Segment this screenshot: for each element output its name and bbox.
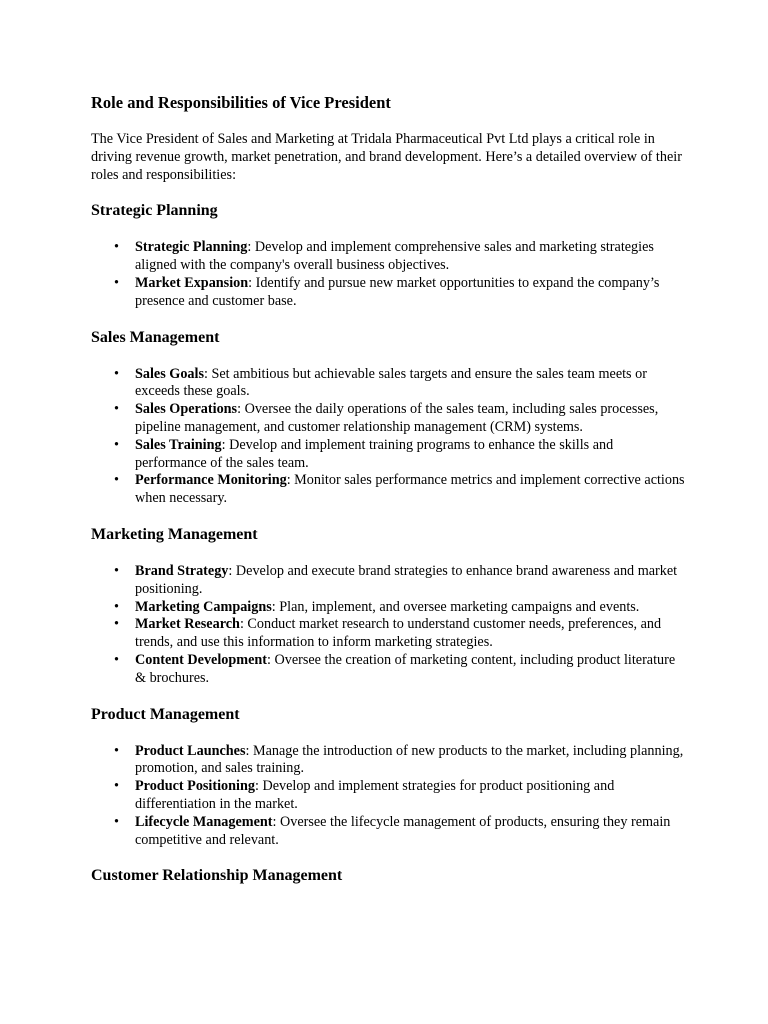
intro-paragraph: The Vice President of Sales and Marketing at Tridala Pharmaceutical Pvt Ltd plays a critical role in driving revenue growth, market penetration, and brand development. Here’s a detailed overview of their roles and responsibilities:: [91, 131, 682, 183]
section-marketing-management: [91, 524, 688, 688]
list-item: [114, 436, 688, 473]
item-text: : Oversee the lifecycle management of products, ensuring they remain competitive and relevant.: [135, 813, 671, 848]
bullet-icon: •: [114, 401, 119, 418]
bullet-list: [91, 366, 688, 508]
item-term: Market Research: [135, 616, 240, 633]
item-term: Strategic Planning: [135, 239, 248, 256]
item-text: : Set ambitious but achievable sales targets and ensure the sales team meets or exceeds these goals.: [135, 365, 647, 400]
list-item: [114, 274, 688, 311]
list-item: [114, 813, 688, 850]
item-text: : Oversee the daily operations of the sales team, including sales processes, pipeline management, and customer relationship management (CRM) systems.: [135, 401, 659, 435]
section-sales-management: [91, 327, 688, 508]
item-term: Content Development: [135, 651, 268, 668]
bullet-list: [91, 743, 688, 850]
bullet-icon: •: [114, 778, 119, 795]
item-text: : Monitor sales performance metrics and implement corrective actions when necessary.: [135, 472, 685, 507]
list-item: [114, 401, 688, 437]
item-term: Sales Training: [135, 436, 222, 453]
item-term: Lifecycle Management: [135, 813, 273, 830]
bullet-icon: •: [114, 598, 119, 615]
item-text: : Develop and implement strategies for product positioning and differentiation in the market.: [135, 778, 615, 812]
bullet-icon: •: [114, 239, 119, 256]
list-item: [114, 742, 688, 779]
item-term: Product Launches: [135, 742, 246, 759]
item-text: : Develop and implement comprehensive sales and marketing strategies aligned with the company's overall business objectives.: [135, 239, 654, 274]
list-item: [114, 616, 688, 652]
section-customer-relationship-management: [91, 865, 688, 887]
item-term: Market Expansion: [135, 274, 249, 291]
section-heading: Marketing Management: [91, 525, 258, 543]
bullet-icon: •: [114, 562, 119, 579]
list-item: [114, 778, 688, 814]
item-text: : Plan, implement, and oversee marketing campaigns and events.: [271, 598, 640, 615]
list-item: [114, 562, 688, 599]
item-term: Performance Monitoring: [135, 472, 287, 489]
bullet-icon: •: [114, 472, 119, 489]
item-text: : Develop and execute brand strategies to enhance brand awareness and market positioning.: [135, 562, 678, 597]
list-item: [114, 598, 688, 617]
item-term: Sales Operations: [135, 401, 238, 418]
item-term: Sales Goals: [135, 365, 204, 382]
item-text: : Manage the introduction of new products to the market, including planning, promotion, and sales training.: [135, 742, 684, 777]
item-text: : Develop and implement training programs to enhance the skills and performance of the sales team.: [135, 436, 614, 471]
item-term: Brand Strategy: [135, 562, 229, 579]
bullet-icon: •: [114, 616, 119, 633]
list-item: [114, 472, 688, 508]
bullet-list: [91, 563, 688, 688]
bullet-icon: •: [114, 365, 119, 382]
list-item: [114, 239, 688, 275]
bullet-icon: •: [114, 742, 119, 759]
item-text: : Oversee the creation of marketing content, including product literature & brochures.: [135, 651, 676, 686]
section-heading: Customer Relationship Management: [91, 867, 343, 885]
bullet-icon: •: [114, 813, 119, 830]
list-item: [114, 365, 688, 402]
item-term: Marketing Campaigns: [135, 598, 272, 615]
item-term: Product Positioning: [135, 778, 255, 795]
bullet-list: [91, 239, 688, 310]
section-strategic-planning: [91, 200, 688, 310]
list-item: [114, 651, 688, 688]
section-heading: Product Management: [91, 705, 240, 723]
section-heading: Sales Management: [91, 328, 220, 346]
section-product-management: [91, 704, 688, 850]
bullet-icon: •: [114, 436, 119, 453]
bullet-icon: •: [114, 274, 119, 291]
bullet-icon: •: [114, 651, 119, 668]
section-heading: Strategic Planning: [91, 202, 218, 220]
item-text: : Conduct market research to understand customer needs, preferences, and trends, and use this information to inform marketing strategies.: [135, 616, 662, 651]
item-text: : Identify and pursue new market opportunities to expand the company’s presence and customer base.: [135, 274, 660, 309]
document-title: Role and Responsibilities of Vice President: [91, 93, 391, 112]
